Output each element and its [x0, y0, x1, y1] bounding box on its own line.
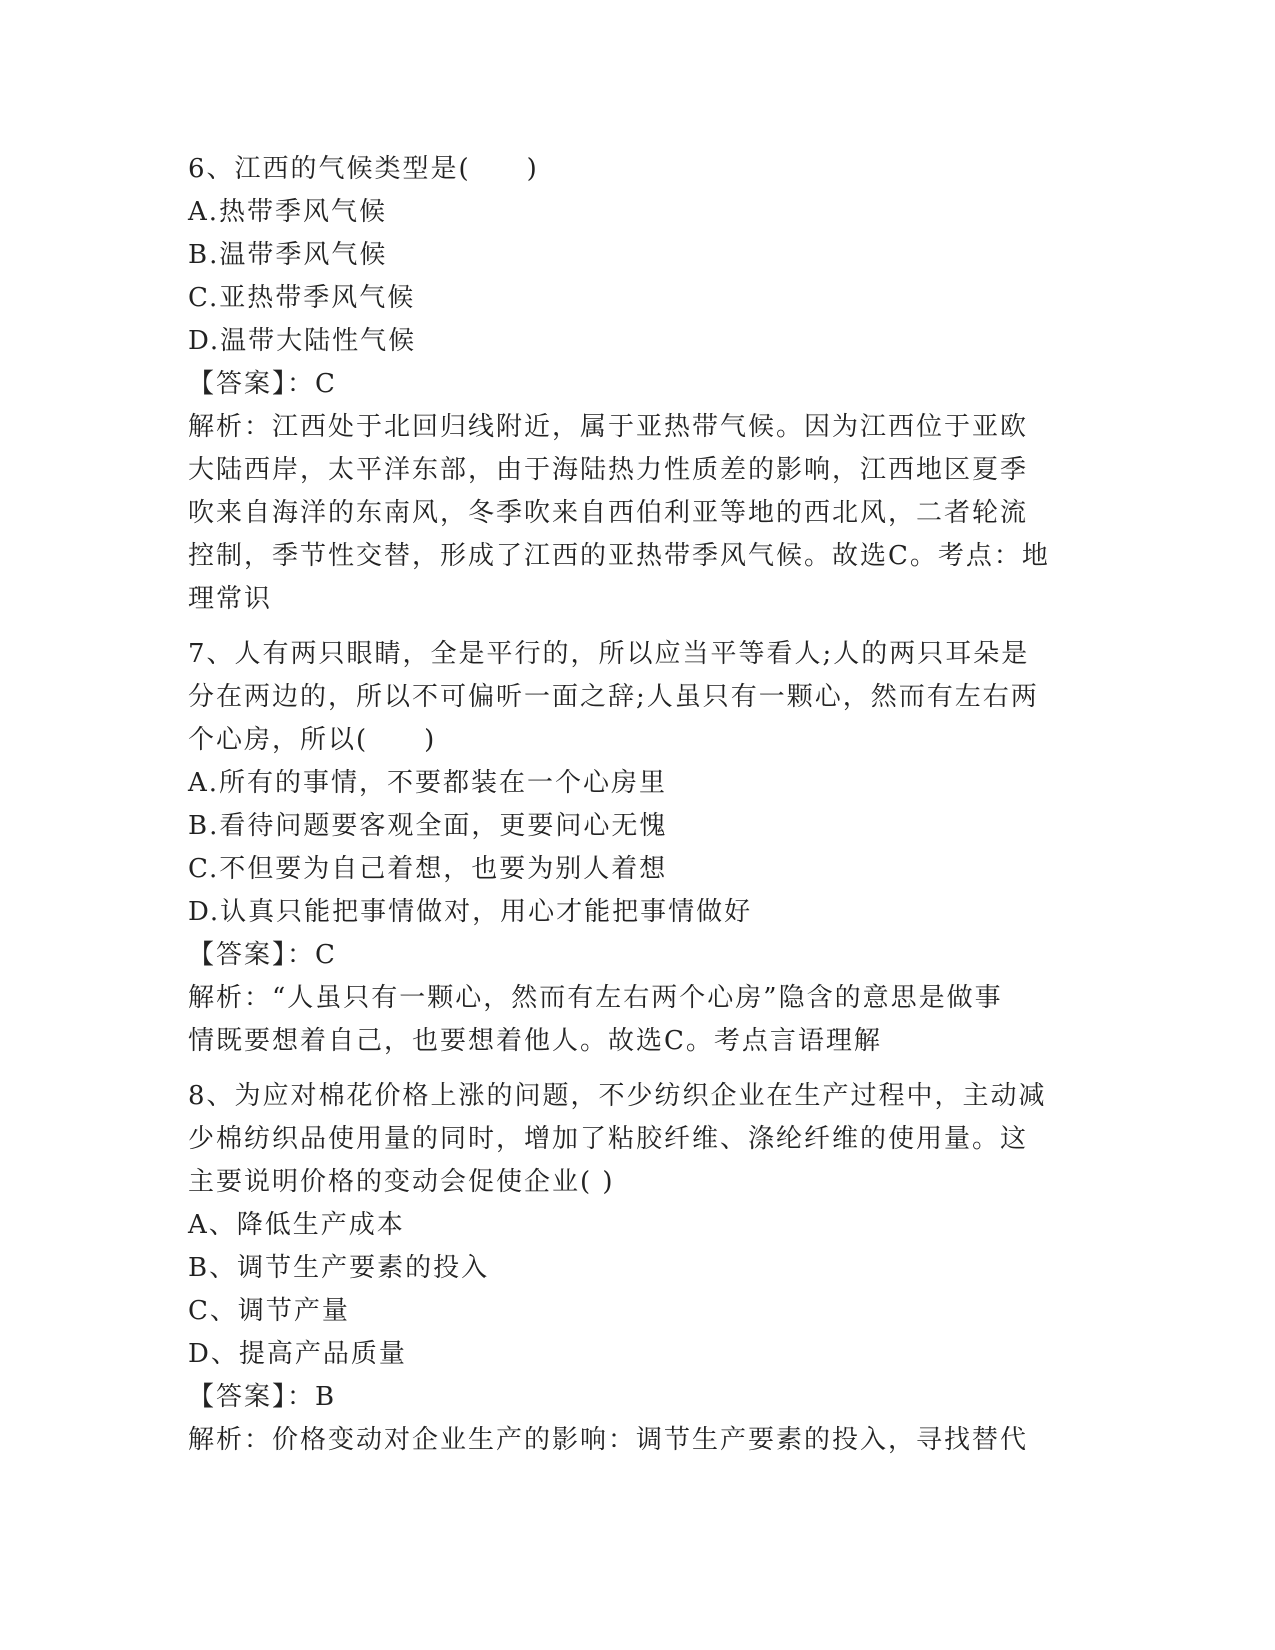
question-stem: 8、为应对棉花价格上涨的问题，不少纺织企业在生产过程中，主动减	[188, 1081, 1047, 1111]
analysis-line: 吹来自海洋的东南风，冬季吹来自西伯利亚等地的西北风，二者轮流	[188, 498, 1029, 528]
analysis-line: 控制，季节性交替，形成了江西的亚热带季风气候。故选C。考点：地	[188, 541, 1050, 571]
option-a: A.所有的事情，不要都装在一个心房里	[188, 768, 668, 798]
option-c: C.亚热带季风气候	[188, 283, 416, 313]
analysis-line: 情既要想着自己，也要想着他人。故选C。考点言语理解	[188, 1026, 882, 1056]
question-spacer	[188, 1063, 1088, 1075]
analysis-line: 解析：江西处于北回归线附近，属于亚热带气候。因为江西位于亚欧	[188, 412, 1029, 442]
option-d: D、提高产品质量	[188, 1339, 407, 1369]
option-d: D.温带大陆性气候	[188, 326, 417, 356]
option-a: A、降低生产成本	[188, 1210, 405, 1240]
analysis-line: 大陆西岸，太平洋东部，由于海陆热力性质差的影响，江西地区夏季	[188, 455, 1029, 485]
analysis-line: 解析：“人虽只有一颗心，然而有左右两个心房”隐含的意思是做事	[188, 983, 1003, 1013]
option-c: C、调节产量	[188, 1296, 350, 1326]
question-stem: 主要说明价格的变动会促使企业( )	[188, 1167, 615, 1197]
question-6	[188, 148, 1088, 621]
question-spacer	[188, 621, 1088, 633]
option-b: B.温带季风气候	[188, 240, 388, 270]
option-b: B、调节生产要素的投入	[188, 1253, 490, 1283]
option-c: C.不但要为自己着想，也要为别人着想	[188, 854, 668, 884]
question-stem: 6、江西的气候类型是( )	[188, 154, 539, 184]
answer: 【答案】：B	[188, 1382, 337, 1412]
question-8	[188, 1075, 1088, 1462]
question-stem: 少棉纺织品使用量的同时，增加了粘胶纤维、涤纶纤维的使用量。这	[188, 1124, 1029, 1154]
question-stem: 分在两边的，所以不可偏听一面之辞;人虽只有一颗心，然而有左右两	[188, 682, 1039, 712]
answer: 【答案】：C	[188, 940, 337, 970]
analysis-line: 理常识	[188, 584, 273, 614]
question-stem: 个心房，所以( )	[188, 725, 437, 755]
document-page	[188, 148, 1088, 1462]
question-7	[188, 633, 1088, 1063]
answer: 【答案】：C	[188, 369, 337, 399]
analysis-line: 解析：价格变动对企业生产的影响：调节生产要素的投入，寻找替代	[188, 1425, 1029, 1455]
question-stem: 7、人有两只眼睛，全是平行的，所以应当平等看人;人的两只耳朵是	[188, 639, 1030, 669]
option-d: D.认真只能把事情做对，用心才能把事情做好	[188, 897, 753, 927]
option-b: B.看待问题要客观全面，更要问心无愧	[188, 811, 668, 841]
option-a: A.热带季风气候	[188, 197, 388, 227]
